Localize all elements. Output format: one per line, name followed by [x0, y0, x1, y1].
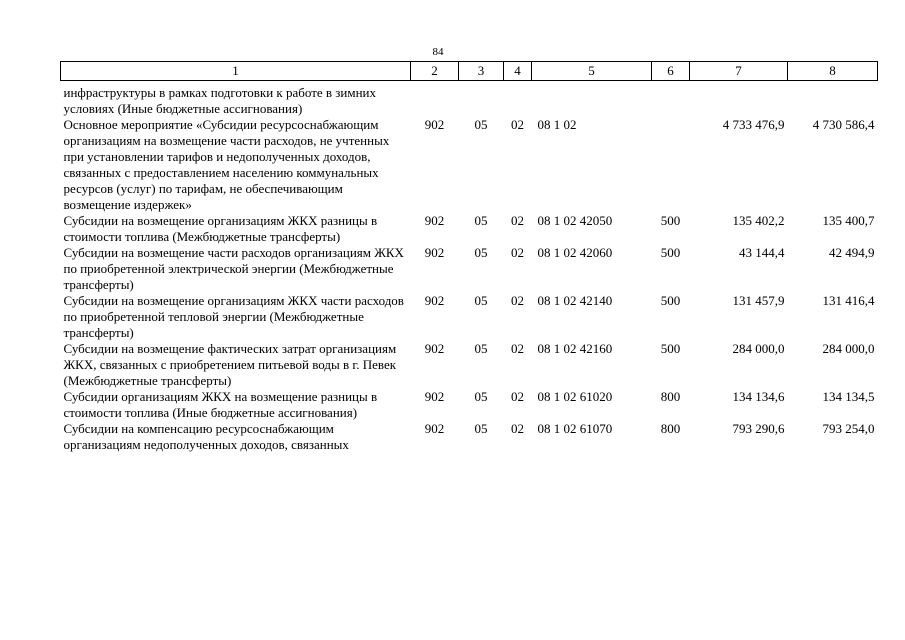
row-subsection	[504, 81, 532, 118]
table-header-row	[61, 62, 878, 81]
row-subsection: 02	[511, 245, 524, 260]
row-target-article: 08 1 02 42050	[537, 213, 613, 228]
row-name: Основное мероприятие «Субсидии ресурсоснабжающим организациям на возмещение части расходов, не учтенных при установлении тарифов и недополученных доходов, связанных с предоставлением населению коммунальных ресурсов (услуг) по тарифам, не обеспечивающим возмещение издержек»	[63, 117, 390, 212]
row-name: Субсидии на возмещение организациям ЖКХ части расходов по приобретенной тепловой энергии (Межбюджетные трансферты)	[63, 293, 404, 340]
table-row	[61, 245, 878, 293]
row-subsection: 02	[511, 117, 524, 132]
row-section: 05	[474, 341, 488, 356]
row-expense-type: 800	[660, 421, 681, 436]
table-row	[61, 117, 878, 213]
row-name: инфраструктуры в рамках подготовки к работе в зимних условиях (Иные бюджетные ассигнования)	[63, 85, 377, 116]
row-grbs: 902	[424, 213, 445, 228]
row-subsection: 02	[511, 389, 524, 404]
row-target-article: 08 1 02 42060	[537, 245, 613, 260]
row-target-article: 08 1 02 42160	[537, 341, 613, 356]
row-amount-planned: 131 457,9	[732, 293, 785, 308]
row-subsection: 02	[511, 213, 524, 228]
row-amount-planned	[690, 81, 788, 118]
row-amount-planned: 134 134,6	[732, 389, 785, 404]
row-subsection: 02	[511, 421, 524, 436]
row-name: Субсидии на возмещение организациям ЖКХ разницы в стоимости топлива (Межбюджетные трансферты)	[63, 213, 378, 244]
row-amount-executed: 284 000,0	[822, 341, 875, 356]
row-target-article: 08 1 02 42140	[537, 293, 613, 308]
row-section: 05	[474, 389, 488, 404]
row-expense-type	[652, 81, 690, 118]
row-grbs: 902	[424, 421, 445, 436]
row-section: 05	[474, 213, 488, 228]
column-header-section: 3	[459, 62, 504, 81]
table-row	[61, 213, 878, 245]
table-row	[61, 421, 878, 453]
row-amount-executed: 42 494,9	[829, 245, 875, 260]
row-grbs: 902	[424, 245, 445, 260]
row-amount-executed: 4 730 586,4	[812, 117, 875, 132]
row-name: Субсидии на компенсацию ресурсоснабжающим организациям недополученных доходов, связанных	[63, 421, 349, 452]
row-amount-planned: 4 733 476,9	[722, 117, 785, 132]
column-header-name: 1	[61, 62, 411, 81]
row-amount-executed: 134 134,5	[822, 389, 875, 404]
row-amount-planned: 135 402,2	[732, 213, 785, 228]
row-amount-planned: 284 000,0	[732, 341, 785, 356]
row-subsection: 02	[511, 293, 524, 308]
table-row	[61, 81, 878, 118]
row-expense-type: 500	[660, 213, 681, 228]
row-target-article: 08 1 02 61070	[537, 421, 613, 436]
row-grbs: 902	[424, 293, 445, 308]
row-subsection: 02	[511, 341, 524, 356]
row-section	[459, 81, 504, 118]
row-grbs	[411, 81, 459, 118]
row-grbs: 902	[424, 341, 445, 356]
row-amount-planned: 793 290,6	[732, 421, 785, 436]
row-target-article: 08 1 02 61020	[537, 389, 613, 404]
table-row	[61, 341, 878, 389]
row-expense-type: 500	[660, 245, 681, 260]
column-header-target-article: 5	[532, 62, 652, 81]
row-amount-executed	[788, 81, 878, 118]
table-row	[61, 389, 878, 421]
row-name: Субсидии на возмещение части расходов организациям ЖКХ по приобретенной электрической энергии (Межбюджетные трансферты)	[63, 245, 404, 292]
row-grbs: 902	[424, 389, 445, 404]
row-amount-executed: 793 254,0	[822, 421, 875, 436]
column-header-expense-type: 6	[652, 62, 690, 81]
row-name: Субсидии на возмещение фактических затрат организациям ЖКХ, связанных с приобретением питьевой воды в г. Певек (Межбюджетные трансферты)	[63, 341, 397, 388]
row-target-article	[532, 81, 652, 118]
row-expense-type: 500	[660, 293, 681, 308]
column-header-grbs: 2	[411, 62, 459, 81]
row-name: Субсидии организациям ЖКХ на возмещение разницы в стоимости топлива (Иные бюджетные ассигнования)	[63, 389, 378, 420]
row-target-article: 08 1 02	[537, 117, 577, 132]
row-grbs: 902	[424, 117, 445, 132]
column-header-amount-executed: 8	[788, 62, 878, 81]
row-section: 05	[474, 421, 488, 436]
page-number: 84	[432, 46, 444, 58]
row-amount-planned: 43 144,4	[739, 245, 785, 260]
budget-table	[60, 61, 878, 453]
row-amount-executed: 131 416,4	[822, 293, 875, 308]
column-header-amount-planned: 7	[690, 62, 788, 81]
row-section: 05	[474, 245, 488, 260]
table-row	[61, 293, 878, 341]
row-section: 05	[474, 293, 488, 308]
row-section: 05	[474, 117, 488, 132]
row-expense-type: 800	[660, 389, 681, 404]
row-amount-executed: 135 400,7	[822, 213, 875, 228]
column-header-subsection: 4	[504, 62, 532, 81]
row-expense-type: 500	[660, 341, 681, 356]
row-expense-type	[652, 117, 690, 213]
